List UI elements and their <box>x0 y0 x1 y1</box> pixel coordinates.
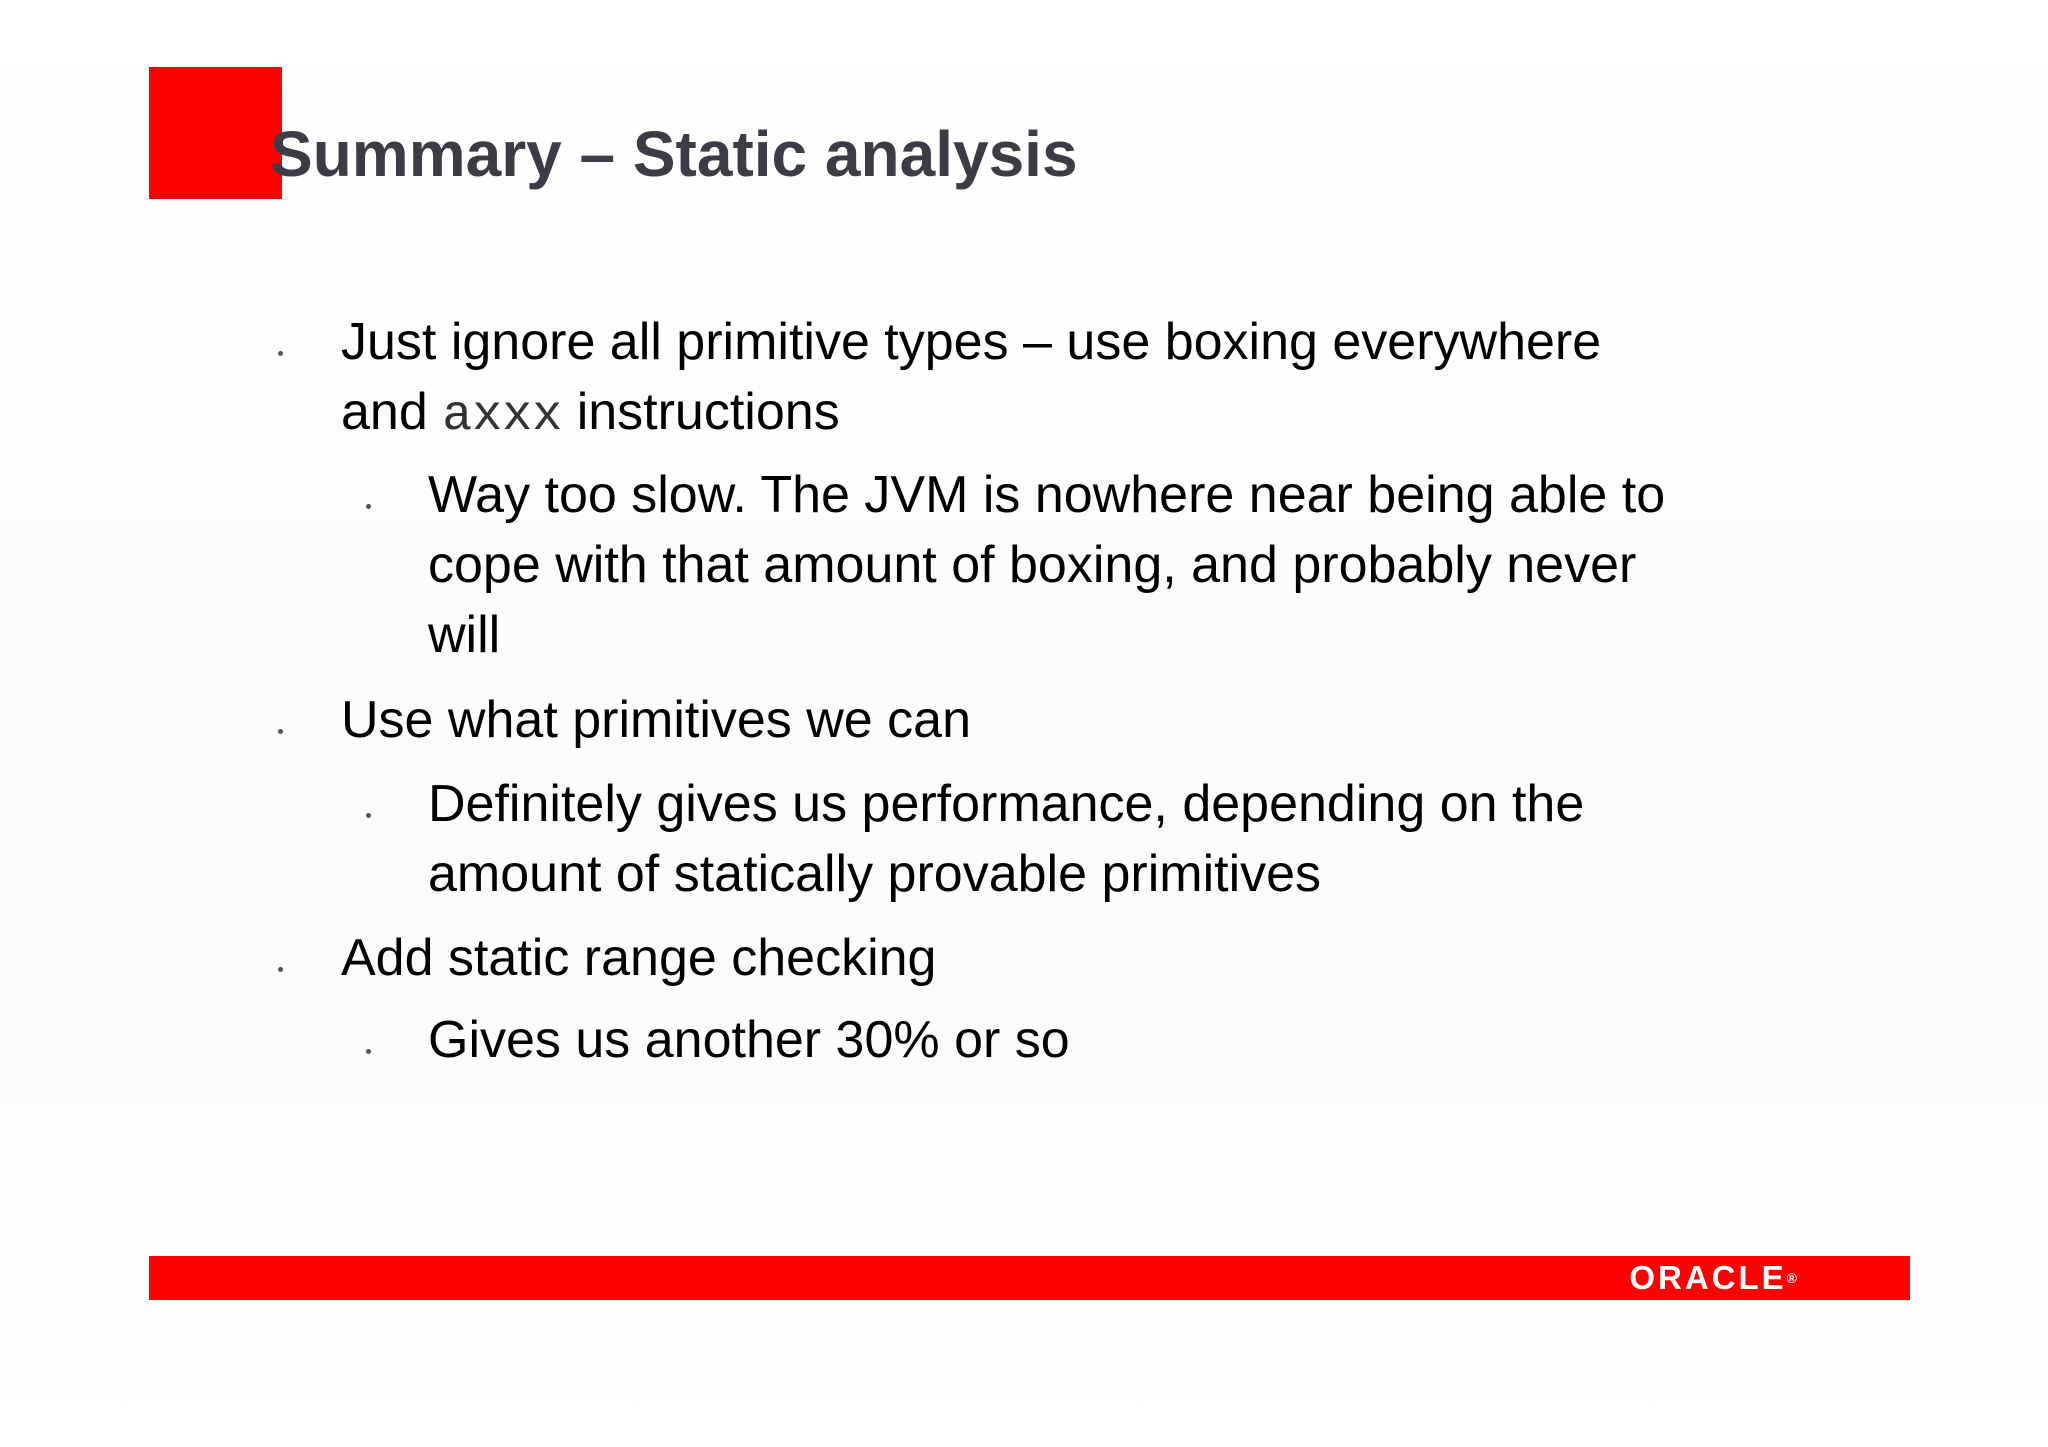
bullet-item-3-line1: Use what primitives we can <box>341 691 971 749</box>
bullet-item-1-line2: and axxx instructions <box>341 383 840 445</box>
bullet-item-2-line1: Way too slow. The JVM is nowhere near being able to <box>428 466 1666 524</box>
bullet-dot-icon <box>278 967 283 972</box>
bullet-item-1-line1: Just ignore all primitive types – use boxing everywhere <box>341 313 1602 371</box>
sub-bullet-dot-icon <box>366 1049 371 1054</box>
bullet-dot-icon <box>278 351 283 356</box>
bullet-item-6-line1: Gives us another 30% or so <box>428 1011 1070 1069</box>
bullet-item-4-line2: amount of statically provable primitives <box>428 845 1322 903</box>
inline-code: axxx <box>442 388 563 445</box>
sub-bullet-dot-icon <box>366 504 371 509</box>
bullet-item-2-line3: will <box>428 606 501 664</box>
footer-bar <box>149 1256 1910 1300</box>
slide-title: Summary – Static analysis <box>270 118 1078 190</box>
bullet-item-2-line2: cope with that amount of boxing, and probably never <box>428 536 1637 594</box>
bullet-item-4 <box>428 769 1584 909</box>
bullet-dot-icon <box>278 729 283 734</box>
bullet-item-1 <box>341 307 1601 452</box>
bullet-item-2 <box>428 460 1665 670</box>
sub-bullet-dot-icon <box>366 813 371 818</box>
bullet-item-4-line1: Definitely gives us performance, depending on the <box>428 775 1585 833</box>
bullet-item-5-line1: Add static range checking <box>341 929 937 987</box>
oracle-logo: ORACLE® <box>1629 1259 1797 1296</box>
bullet-item-3 <box>341 685 971 755</box>
bullet-item-6 <box>428 1005 1070 1075</box>
bullet-item-5 <box>341 923 936 993</box>
